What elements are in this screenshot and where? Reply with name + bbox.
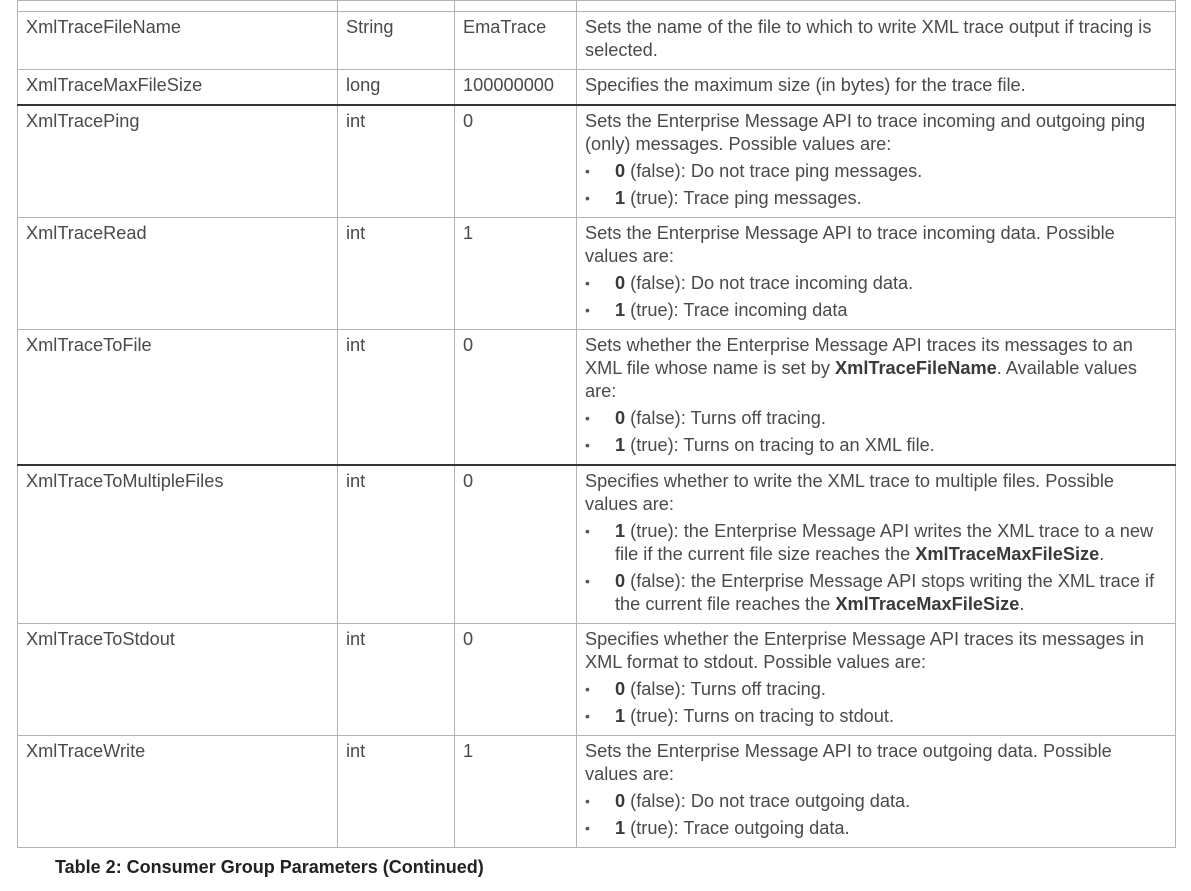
value-key: 1 bbox=[615, 706, 626, 726]
list-item bbox=[585, 678, 1167, 701]
parameter-default: 1 bbox=[455, 736, 577, 848]
value-text: (true): Trace ping messages. bbox=[625, 188, 862, 208]
value-text: (true): Trace outgoing data. bbox=[625, 818, 850, 838]
value-text: (true): Turns on tracing to an XML file. bbox=[625, 435, 935, 455]
consumer-group-parameters-table bbox=[17, 0, 1176, 848]
parameter-reference: XmlTraceMaxFileSize bbox=[835, 594, 1020, 614]
table-row bbox=[18, 218, 1176, 330]
description-text: Specifies the maximum size (in bytes) for the trace file. bbox=[585, 75, 1026, 95]
value-key: 0 bbox=[615, 161, 626, 181]
value-text: (false): Do not trace ping messages. bbox=[625, 161, 923, 181]
parameter-description bbox=[577, 736, 1176, 848]
parameter-reference: XmlTraceMaxFileSize bbox=[915, 544, 1100, 564]
description-text: Specifies whether to write the XML trace to multiple files. Possible values are: bbox=[585, 471, 1115, 514]
parameter-name: XmlTraceMaxFileSize bbox=[18, 70, 338, 106]
bullet-icon: • bbox=[585, 820, 590, 836]
parameter-description bbox=[577, 330, 1176, 466]
value-key: 0 bbox=[615, 273, 626, 293]
parameter-name: XmlTraceToStdout bbox=[18, 624, 338, 736]
value-text: (false): Turns off tracing. bbox=[625, 408, 826, 428]
table-caption: Table 2: Consumer Group Parameters (Continued) bbox=[55, 857, 484, 877]
table-row bbox=[18, 624, 1176, 736]
bullet-icon: • bbox=[585, 437, 590, 453]
list-item: • 1 (true): the Enterprise Message API writes the XML trace to a new file if the current file size reaches the XmlTraceMaxFileSize. bbox=[585, 521, 1154, 564]
description-text: Sets the Enterprise Message API to trace incoming and outgoing ping (only) messages. Possible values are: bbox=[585, 111, 1146, 154]
parameter-type: int bbox=[338, 105, 455, 218]
table-row bbox=[18, 12, 1176, 70]
value-key: 0 bbox=[615, 571, 626, 591]
value-key: 0 bbox=[615, 679, 626, 699]
parameter-default: 0 bbox=[455, 465, 577, 624]
list-item: • 0 (false): the Enterprise Message API stops writing the XML trace if the current file reaches the XmlTraceMaxFileSize. bbox=[585, 571, 1155, 614]
value-key: 1 bbox=[615, 435, 626, 455]
value-key: 1 bbox=[615, 521, 626, 541]
bullet-icon: • bbox=[585, 275, 590, 291]
bullet-icon: • bbox=[585, 681, 590, 697]
values-list bbox=[585, 790, 1167, 840]
list-item bbox=[585, 160, 1167, 183]
value-text: (false): Do not trace outgoing data. bbox=[625, 791, 911, 811]
parameter-name: XmlTraceToFile bbox=[18, 330, 338, 466]
description-text: Sets the Enterprise Message API to trace incoming data. Possible values are: bbox=[585, 223, 1115, 266]
value-text: (true): Trace incoming data bbox=[625, 300, 848, 320]
parameter-description bbox=[577, 105, 1176, 218]
bullet-icon: • bbox=[585, 523, 590, 539]
parameter-reference: XmlTraceFileName bbox=[835, 358, 997, 378]
list-item bbox=[585, 187, 1167, 210]
parameter-type: String bbox=[338, 12, 455, 70]
parameter-description bbox=[577, 12, 1176, 70]
list-item bbox=[585, 299, 1167, 322]
list-item bbox=[585, 817, 1167, 840]
parameter-type: long bbox=[338, 70, 455, 106]
bullet-icon: • bbox=[585, 573, 590, 589]
parameter-description bbox=[577, 465, 1176, 624]
value-key: 0 bbox=[615, 791, 626, 811]
value-text: (true): the Enterprise Message API writes the XML trace to a new file if the current file size reaches the bbox=[615, 521, 1154, 564]
parameter-default: 0 bbox=[455, 105, 577, 218]
table-row bbox=[18, 736, 1176, 848]
value-text: (true): Turns on tracing to stdout. bbox=[625, 706, 895, 726]
list-item bbox=[585, 272, 1167, 295]
values-list bbox=[585, 678, 1167, 728]
parameter-type: int bbox=[338, 218, 455, 330]
parameter-type: int bbox=[338, 465, 455, 624]
parameter-default: EmaTrace bbox=[455, 12, 577, 70]
value-text: (false): the Enterprise Message API stops writing the XML trace if the current file reaches the bbox=[615, 571, 1155, 614]
parameter-default: 0 bbox=[455, 330, 577, 466]
table-row bbox=[18, 465, 1176, 624]
table-row bbox=[18, 70, 1176, 106]
description-text: Sets whether the Enterprise Message API traces its messages to an XML file whose name is set by XmlTraceFileName. Available values are: bbox=[585, 335, 1137, 401]
parameter-name: XmlTraceRead bbox=[18, 218, 338, 330]
bullet-icon: • bbox=[585, 190, 590, 206]
description-text: Sets the Enterprise Message API to trace outgoing data. Possible values are: bbox=[585, 741, 1112, 784]
list-item bbox=[585, 434, 1167, 457]
list-item bbox=[585, 705, 1167, 728]
parameter-name: XmlTracePing bbox=[18, 105, 338, 218]
table-row bbox=[18, 330, 1176, 466]
parameter-name: XmlTraceToMultipleFiles bbox=[18, 465, 338, 624]
values-list bbox=[585, 160, 1167, 210]
parameter-type: int bbox=[338, 736, 455, 848]
parameter-type: int bbox=[338, 624, 455, 736]
bullet-icon: • bbox=[585, 708, 590, 724]
description-text: Specifies whether the Enterprise Message API traces its messages in XML format to stdout. Possible values are: bbox=[585, 629, 1145, 672]
parameter-type: int bbox=[338, 330, 455, 466]
parameter-default: 100000000 bbox=[455, 70, 577, 106]
parameter-description bbox=[577, 70, 1176, 106]
value-key: 1 bbox=[615, 818, 626, 838]
values-list bbox=[585, 520, 1167, 616]
value-key: 1 bbox=[615, 300, 626, 320]
value-key: 0 bbox=[615, 408, 626, 428]
previous-row-remainder bbox=[18, 1, 1176, 12]
table-row bbox=[18, 105, 1176, 218]
list-item bbox=[585, 407, 1167, 430]
bullet-icon: • bbox=[585, 793, 590, 809]
description-text: Sets the name of the file to which to write XML trace output if tracing is selected. bbox=[585, 17, 1152, 60]
parameter-description bbox=[577, 624, 1176, 736]
parameter-default: 1 bbox=[455, 218, 577, 330]
value-text: (false): Turns off tracing. bbox=[625, 679, 826, 699]
values-list bbox=[585, 407, 1167, 457]
parameter-default: 0 bbox=[455, 624, 577, 736]
value-key: 1 bbox=[615, 188, 626, 208]
bullet-icon: • bbox=[585, 410, 590, 426]
bullet-icon: • bbox=[585, 163, 590, 179]
parameter-name: XmlTraceWrite bbox=[18, 736, 338, 848]
parameter-description bbox=[577, 218, 1176, 330]
list-item bbox=[585, 790, 1167, 813]
values-list bbox=[585, 272, 1167, 322]
parameter-name: XmlTraceFileName bbox=[18, 12, 338, 70]
bullet-icon: • bbox=[585, 302, 590, 318]
value-text: (false): Do not trace incoming data. bbox=[625, 273, 914, 293]
